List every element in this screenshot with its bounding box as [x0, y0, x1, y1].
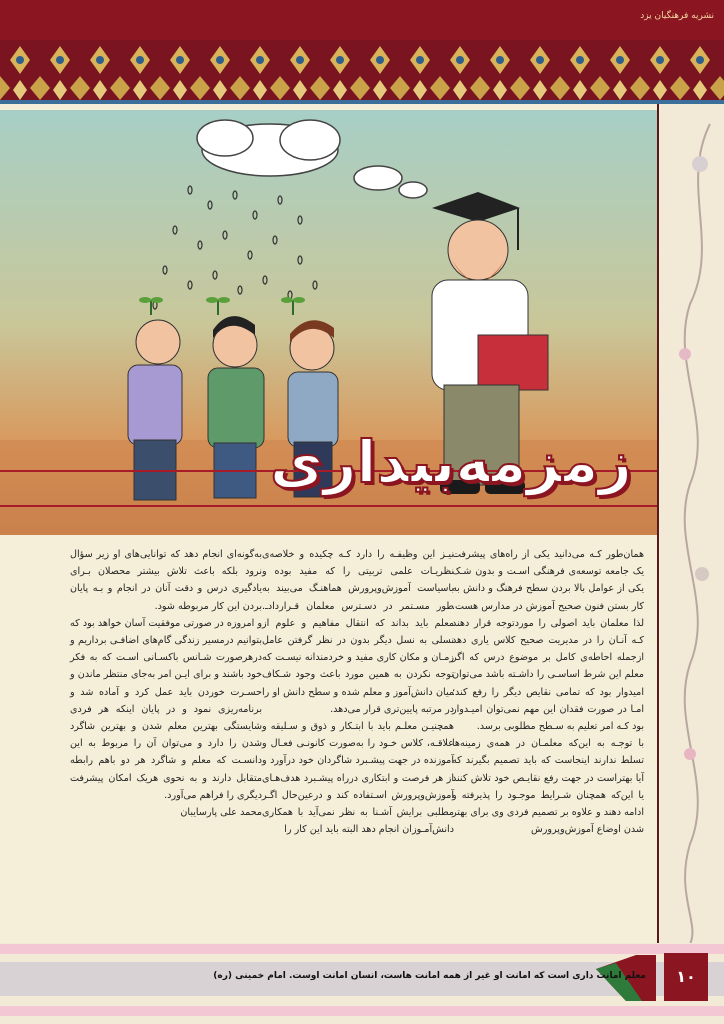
paragraph: همچنیـن معلـم باید با ابتـکار و ذوق و سـلیقه و علاقـه، کلاس خـود را به‌صورت کانونـی فعـال و آموزنده در جهت پیشـبرد شاگردان خود درآورد و از هر فرصت و ابتکاری درراه پیشـبرد هدف‌هـای آموزش‌وپرورش اسـتفاده کند و درعین‌حال اگـر مطلبی برایش آشـنا به نظر نمی‌آید با همکاری دانش‌آمـوزان انجام دهد البته باید این کار را	[262, 721, 454, 836]
top-banner	[0, 0, 724, 40]
footer-stripe	[0, 944, 724, 954]
paragraph: نیـز این وظیفـه را دارد کـه چکیده و خلاصه‌ی نظریـات علمی تربیتی را که مفید بوده و باسیاست آموزش‌وپرورش هماهنـگ می‌بیند به طور مسـتمر در دسـترس معلمان قـراردادـ. معلم باید بداند که انتقال مفاهیم و علوم از نسلی به نسل دیگر بدون در نظر گرفتن عامل زمـان و مکان کاری مفید و خردمندانه نیسـت که توجه نکردن به همین مورد باعث وجود شـکاف میان دانش‌آموز و معلم شده و سطح دانش او را در مرتبه پایین‌تری قرار می‌دهد.	[262, 549, 454, 715]
article-title: زمزمه‌بیداری	[270, 428, 632, 496]
text-column-1	[452, 546, 644, 838]
footer-stripe-bottom	[0, 1006, 724, 1016]
floral-decoration	[660, 104, 724, 944]
paragraph: به‌گونه‌ای انجام دهد که توانایی‌های او زیر سؤال نرود بلکه باعث تلاش بیشتر محصلان بـرای یادگیری درس و دقت آنان در انجام و بـه پایان بردن این کار مربوطه شود.	[70, 549, 262, 612]
column-divider	[657, 104, 659, 1024]
paragraph: با توجـه به این‌که معلمـان در همه‌ی زمینه‌ها تسلط ندارند اینجاست که باید تصمیم بگیرند که آیا بهتراست در جهت رفع نقایـص خود تلاش کنند یا این‌که همچنان شـرایط موجـود را پذیرفته و ادامه دهند و علاوه بر تصمیم فردی وی برای بهتر شدن اوضاع آموزش‌وپرورش	[452, 738, 644, 836]
ornamental-border	[0, 40, 724, 104]
paragraph: همان‌طور کـه می‌دانید یکی از راه‌های پیشرفت یک جامعه توسعه‌ی فرهنگی اسـت و بدون شـک یکی از عوامل بالا بردن سطح فرهنگ و دانش به کار بستن فنون صحیح آموزش در مدارس هست. لذا معلمان باید اصولی را موردتوجه قرار دهند کـه آنـان را در مدیریت صحیح کلاس یاری دهد ازجمله احاطه‌ی کامل بر موضوع درس که اگر معلم این شرط اساسـی را داشـته باشد می‌توان امیدوار بود که تمامی نقایص دیگر را رفع کند؛ امـا در صورت فقدان این مهم نمی‌توان امیـدوار بود کـه امر تعلیم به سـطح مطلوبی برسد.	[452, 549, 644, 733]
paragraph: و امروزه در صورتی موفقیت آسان خواهد بود که بتوانیم درمسیر زندگی گام‌های اضافـی برداریم و درهرصورت شـانس باکسـانی اسـت که به فکر خود باشند و برای ایـن امر به‌جای منتظر ماندن و حسـرت خوردن باید عمل کرد و آماده شد و برنامه‌ریزی نمود و در پایان اینکه هر فردی شایستگی بهترین معلم شدن و بهترین شاگرد شدن را دارد و می‌توان آن را مربوط به این دانسـت که معلم و شاگرد هر دو باهم رابطه متقابل دارند و به نحوی هریک امکان پیشرفت دیگری را فراهم می‌آورد.	[70, 617, 262, 801]
text-column-2	[262, 546, 454, 838]
side-ornament-panel	[660, 104, 724, 944]
author-name: محمد علی پارسایبان	[180, 807, 262, 819]
page-number: ۱۰	[664, 953, 708, 1001]
text-column-3	[70, 546, 262, 821]
title-rule-bottom	[0, 505, 657, 507]
magazine-name: نشریه فرهنگیان یزد	[640, 11, 714, 21]
footer-quote: معلم امانت داری است که امانت او غیر از همه امانت هاست، انسان امانت اوست. امام خمینی (ره)	[213, 971, 646, 981]
